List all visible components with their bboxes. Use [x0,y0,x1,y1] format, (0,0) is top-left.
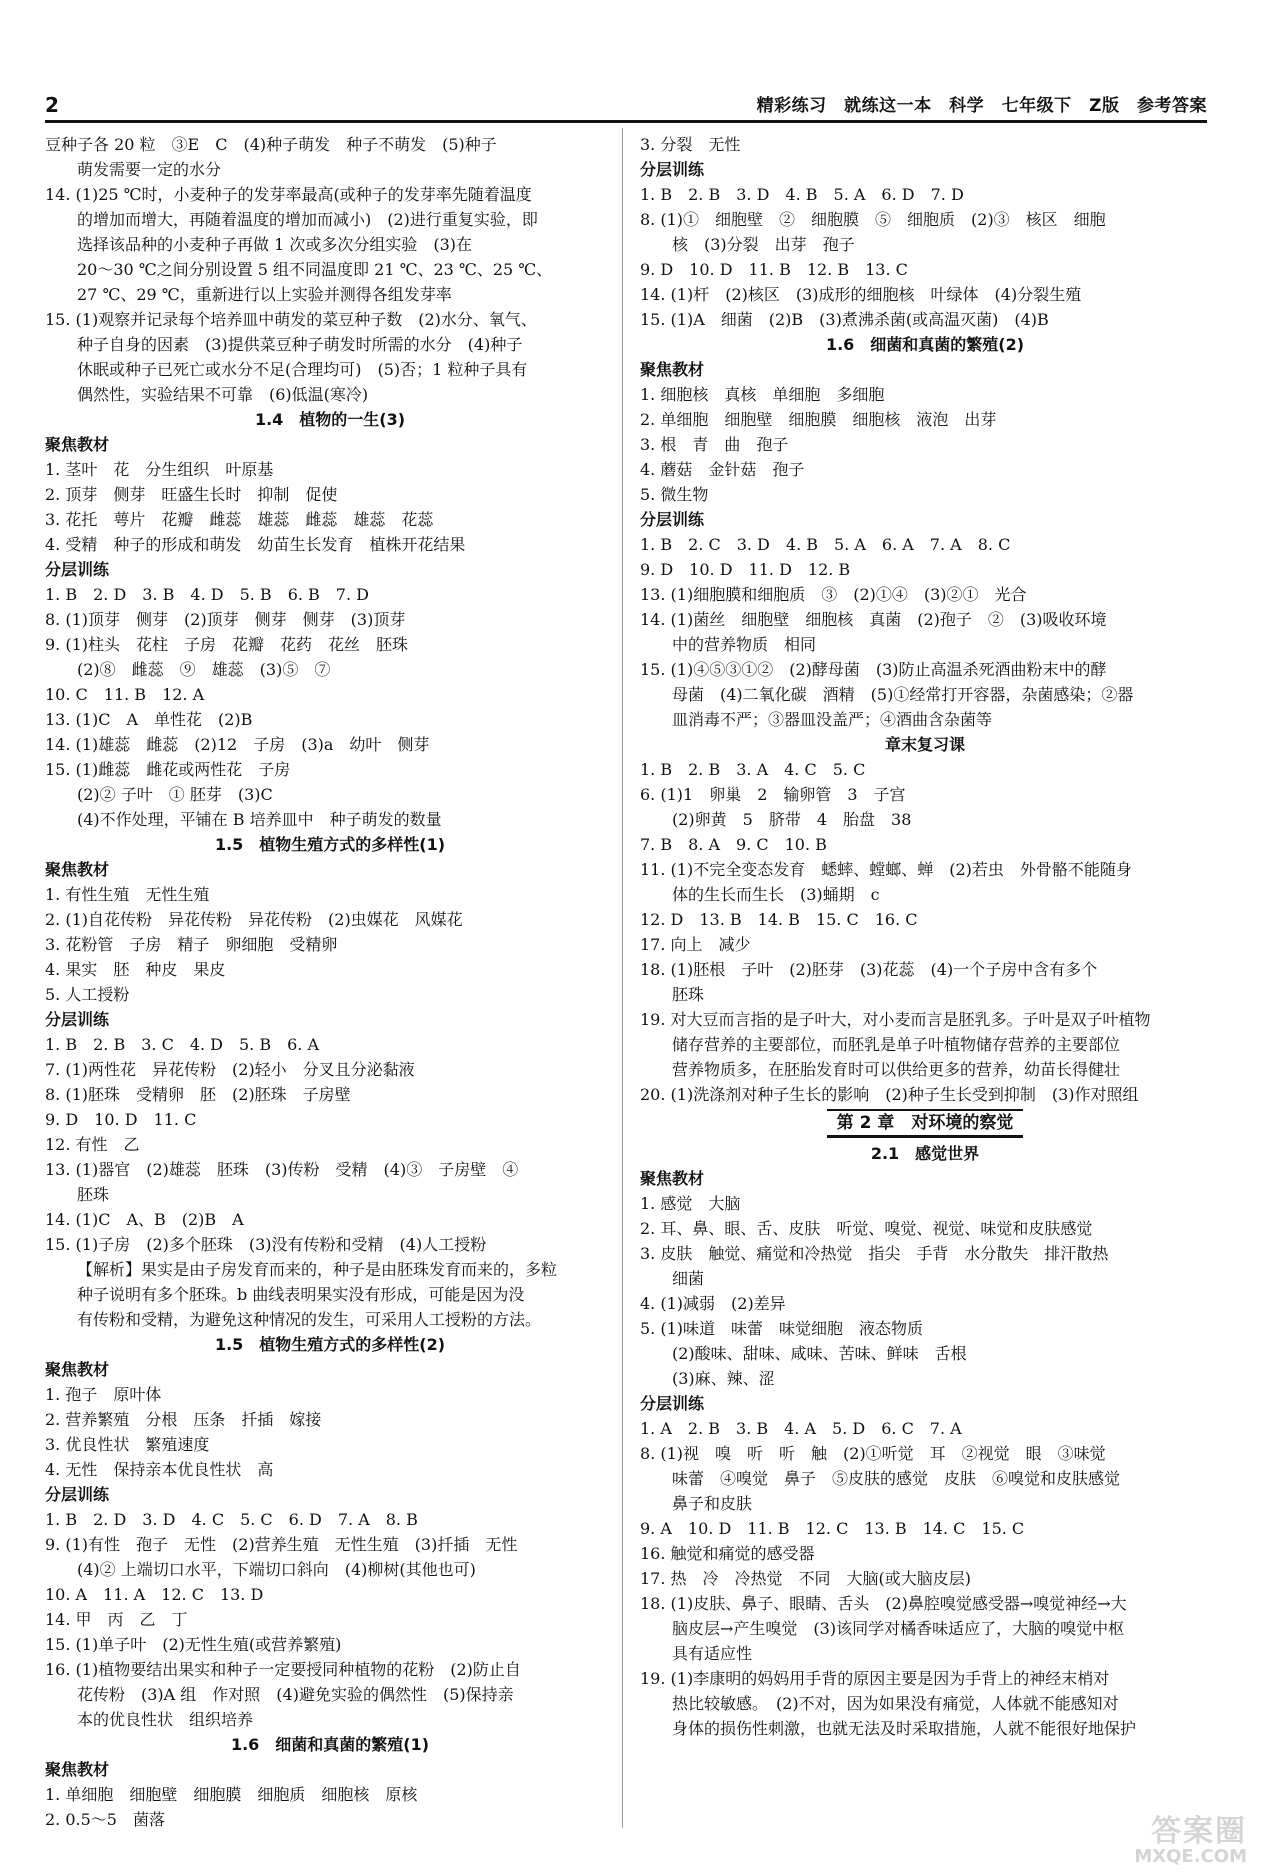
answer-line: 13. (1)细胞膜和细胞质 ③ (2)①④ (3)②① 光合 [640,585,1027,604]
answer-line: 1. 感觉 大脑 [640,1194,741,1213]
answer-line: 8. (1)顶芽 侧芽 (2)顶芽 侧芽 侧芽 (3)顶芽 [45,610,406,629]
subsection-heading: 聚焦教材 [45,1760,110,1779]
running-title: 精彩练习 就练这一本 科学 七年级下 Z版 参考答案 [756,96,1207,116]
answer-line: 豆种子各 20 粒 ③E C (4)种子萌发 种子不萌发 (5)种子 [45,135,497,154]
answer-line: 9. (1)柱头 花柱 子房 花瓣 花药 花丝 胚珠 [45,635,409,654]
subsection-heading: 分层训练 [640,160,705,179]
answer-line: 5. 微生物 [640,485,709,504]
subsection-heading: 分层训练 [640,510,705,529]
subsection-heading: 分层训练 [45,560,110,579]
answer-line: 15. (1)A 细菌 (2)B (3)煮沸杀菌(或高温灭菌) (4)B [640,310,1049,329]
section-heading: 1.6 细菌和真菌的繁殖(1) [230,1735,430,1754]
answer-line: 胚珠 [672,985,705,1004]
section-heading: 章末复习课 [884,735,965,754]
answer-line: 12. 有性 乙 [45,1135,140,1154]
answer-line: 2. 耳、鼻、眼、舌、皮肤 听觉、嗅觉、视觉、味觉和皮肤感觉 [640,1219,1093,1238]
answer-line: 9. D 10. D 11. B 12. B 13. C [640,260,908,279]
answer-line: 选择该品种的小麦种子再做 1 次或多次分组实验 (3)在 [77,235,473,254]
answer-line: 核 (3)分裂 出芽 孢子 [672,235,855,254]
answer-line: 10. C 11. B 12. A [45,685,205,704]
answer-line: 2. 0.5～5 菌落 [45,1810,165,1829]
answer-line: 3. 根 青 曲 孢子 [640,435,789,454]
answer-line: 1. A 2. B 3. B 4. A 5. D 6. C 7. A [640,1419,962,1438]
answer-line: 营养物质多，在胚胎发育时可以供给更多的营养，幼苗长得健壮 [672,1060,1121,1079]
answer-line: 14. (1)雄蕊 雌蕊 (2)12 子房 (3)a 幼叶 侧芽 [45,735,430,754]
answer-line: (2)⑧ 雌蕊 ⑨ 雄蕊 (3)⑤ ⑦ [77,660,331,679]
answer-line: 4. 受精 种子的形成和萌发 幼苗生长发育 植株开花结果 [45,535,466,554]
answer-line: 脑皮层→产生嗅觉 (3)该同学对橘香味适应了，大脑的嗅觉中枢 [672,1619,1125,1638]
answer-line: (2)② 子叶 ① 胚芽 (3)C [77,785,273,804]
answer-line: 11. (1)不完全变态发育 蟋蟀、螳螂、蝉 (2)若虫 外骨骼不能随身 [640,860,1132,879]
answer-line: 14. (1)C A、B (2)B A [45,1210,244,1229]
answer-line: (4)不作处理，平铺在 B 培养皿中 种子萌发的数量 [77,810,442,829]
answer-line: 10. A 11. A 12. C 13. D [45,1585,264,1604]
answer-line: 20～30 ℃之间分别设置 5 组不同温度即 21 ℃、23 ℃、25 ℃、 [77,260,553,279]
answer-line: 种子说明有多个胚珠。b 曲线表明果实没有形成，可能是因为没 [77,1285,525,1304]
answer-line: 14. (1)25 ℃时，小麦种子的发芽率最高(或种子的发芽率先随着温度 [45,185,532,204]
answer-line: 14. 甲 丙 乙 丁 [45,1610,188,1629]
answer-line: 本的优良性状 组织培养 [77,1710,254,1729]
answer-line: 3. 皮肤 触觉、痛觉和冷热觉 指尖 手背 水分散失 排汗散热 [640,1244,1109,1263]
answer-line: (2)酸味、甜味、咸味、苦味、鲜味 舌根 [672,1344,967,1363]
section-heading: 2.1 感觉世界 [870,1144,980,1163]
answer-line: 13. (1)器官 (2)雄蕊 胚珠 (3)传粉 受精 (4)③ 子房壁 ④ [45,1160,519,1179]
answer-line: 热比较敏感。 (2)不对，因为如果没有痛觉，人体就不能感知对 [672,1694,1119,1713]
right-column [640,132,1210,1741]
answer-line: 的增加而增大，再随着温度的增加而减小) (2)进行重复实验，即 [77,210,538,229]
answer-line: 15. (1)观察并记录每个培养皿中萌发的菜豆种子数 (2)水分、氧气、 [45,310,537,329]
answer-line: 种子自身的因素 (3)提供菜豆种子萌发时所需的水分 (4)种子 [77,335,523,354]
answer-line: 15. (1)子房 (2)多个胚珠 (3)没有传粉和受精 (4)人工授粉 [45,1235,487,1254]
column-divider [622,128,623,1828]
subsection-heading: 分层训练 [45,1010,110,1029]
answer-line: 20. (1)洗涤剂对种子生长的影响 (2)种子生长受到抑制 (3)作对照组 [640,1085,1139,1104]
answer-line: 皿消毒不严；③器皿没盖严；④酒曲含杂菌等 [672,710,993,729]
answer-line: 1. B 2. B 3. A 4. C 5. C [640,760,866,779]
answer-line: 15. (1)④⑤③①② (2)酵母菌 (3)防止高温杀死酒曲粉末中的酵 [640,660,1107,679]
answer-line: 8. (1)视 嗅 听 听 触 (2)①听觉 耳 ②视觉 眼 ③味觉 [640,1444,1106,1463]
answer-line: 18. (1)皮肤、鼻子、眼睛、舌头 (2)鼻腔嗅觉感受器→嗅觉神经→大 [640,1594,1127,1613]
answer-line: 6. (1)1 卵巢 2 输卵管 3 子宫 [640,785,906,804]
answer-line: 16. (1)植物要结出果实和种子一定要授同种植物的花粉 (2)防止自 [45,1660,521,1679]
subsection-heading: 聚焦教材 [45,860,110,879]
subsection-heading: 分层训练 [45,1485,110,1504]
subsection-heading: 聚焦教材 [640,360,705,379]
answer-line: 9. (1)有性 孢子 无性 (2)营养生殖 无性生殖 (3)扦插 无性 [45,1535,518,1554]
watermark-en: MXQE.COM [1134,1846,1247,1867]
answer-line: 9. A 10. D 11. B 12. C 13. B 14. C 15. C [640,1519,1025,1538]
answer-line: 细菌 [672,1269,705,1288]
answer-line: 3. 花粉管 子房 精子 卵细胞 受精卵 [45,935,338,954]
answer-line: 胚珠 [77,1185,110,1204]
answer-line: 3. 分裂 无性 [640,135,741,154]
answer-line: 14. (1)菌丝 细胞壁 细胞核 真菌 (2)孢子 ② (3)吸收环境 [640,610,1107,629]
answer-line: (4)② 上端切口水平，下端切口斜向 (4)柳树(其他也可) [77,1560,476,1579]
subsection-heading: 聚焦教材 [640,1169,705,1188]
answer-line: 有传粉和受精，为避免这种情况的发生，可采用人工授粉的方法。 [77,1310,542,1329]
answer-line: 1. 孢子 原叶体 [45,1385,162,1404]
answer-line: 13. (1)C A 单性花 (2)B [45,710,253,729]
chapter-heading-text: 第 2 章 对环境的察觉 [827,1109,1024,1138]
answer-line: 1. 有性生殖 无性生殖 [45,885,210,904]
answer-line: 身体的损伤性刺激，也就无法及时采取措施，人就不能很好地保护 [672,1719,1137,1738]
watermark-cn: 答案圈 [1151,1814,1247,1849]
answer-line: 偶然性，实验结果不可靠 (6)低温(寒冷) [77,385,369,404]
answer-line: 1. 茎叶 花 分生组织 叶原基 [45,460,274,479]
answer-line: 9. D 10. D 11. D 12. B [640,560,851,579]
answer-line: (3)麻、辣、涩 [672,1369,775,1388]
page-header [45,88,1207,123]
answer-line: 4. 无性 保持亲本优良性状 高 [45,1460,274,1479]
answer-line: 鼻子和皮肤 [672,1494,753,1513]
answer-line: 1. B 2. D 3. B 4. D 5. B 6. B 7. D [45,585,369,604]
answer-line: 14. (1)杆 (2)核区 (3)成形的细胞核 叶绿体 (4)分裂生殖 [640,285,1082,304]
answer-line: 9. D 10. D 11. C [45,1110,197,1129]
answer-line: 储存营养的主要部位，而胚乳是单子叶植物储存营养的主要部位 [672,1035,1121,1054]
answer-line: 母菌 (4)二氧化碳 酒精 (5)①经常打开容器，杂菌感染；②器 [672,685,1134,704]
answer-line: 2. 营养繁殖 分根 压条 扦插 嫁接 [45,1410,322,1429]
subsection-heading: 聚焦教材 [45,435,110,454]
chapter-heading [640,1109,1210,1139]
answer-line: 15. (1)雌蕊 雌花或两性花 子房 [45,760,291,779]
answer-line: 4. 蘑菇 金针菇 孢子 [640,460,805,479]
answer-line: 8. (1)胚珠 受精卵 胚 (2)胚珠 子房壁 [45,1085,351,1104]
answer-line: 18. (1)胚根 子叶 (2)胚芽 (3)花蕊 (4)一个子房中含有多个 [640,960,1098,979]
answer-line: 12. D 13. B 14. B 15. C 16. C [640,910,918,929]
answer-line: 休眠或种子已死亡或水分不足(合理均可) (5)否；1 粒种子具有 [77,360,528,379]
answer-line: 7. (1)两性花 异花传粉 (2)轻小 分叉且分泌黏液 [45,1060,415,1079]
answer-line: 1. 细胞核 真核 单细胞 多细胞 [640,385,885,404]
answer-line: 花传粉 (3)A 组 作对照 (4)避免实验的偶然性 (5)保持亲 [77,1685,514,1704]
answer-line: 1. B 2. B 3. D 4. B 5. A 6. D 7. D [640,185,964,204]
answer-line: 5. (1)味道 味蕾 味觉细胞 液态物质 [640,1319,924,1338]
answer-line: 7. B 8. A 9. C 10. B [640,835,827,854]
answer-line: 味蕾 ④嗅觉 鼻子 ⑤皮肤的感觉 皮肤 ⑥嗅觉和皮肤感觉 [672,1469,1121,1488]
answer-line: 17. 向上 减少 [640,935,751,954]
answer-line: 3. 花托 萼片 花瓣 雌蕊 雄蕊 雌蕊 雄蕊 花蕊 [45,510,434,529]
answer-line: 5. 人工授粉 [45,985,130,1004]
section-heading: 1.6 细菌和真菌的繁殖(2) [825,335,1025,354]
answer-line: 15. (1)单子叶 (2)无性生殖(或营养繁殖) [45,1635,342,1654]
answer-line: 4. 果实 胚 种皮 果皮 [45,960,226,979]
answer-line: 16. 触觉和痛觉的感受器 [640,1544,815,1563]
subsection-heading: 聚焦教材 [45,1360,110,1379]
left-column [45,132,615,1832]
section-heading: 1.5 植物生殖方式的多样性(2) [214,1335,446,1354]
section-heading: 1.4 植物的一生(3) [254,410,406,429]
answer-line: 1. B 2. D 3. D 4. C 5. C 6. D 7. A 8. B [45,1510,418,1529]
answer-line: 19. 对大豆而言指的是子叶大，对小麦而言是胚乳多。子叶是双子叶植物 [640,1010,1151,1029]
subsection-heading: 分层训练 [640,1394,705,1413]
answer-line: 具有适应性 [672,1644,753,1663]
page-number: 2 [45,93,59,117]
site-watermark [1134,1806,1247,1867]
section-heading: 1.5 植物生殖方式的多样性(1) [214,835,446,854]
answer-line: 【解析】果实是由子房发育而来的，种子是由胚珠发育而来的，多粒 [77,1260,558,1279]
answer-line: 4. (1)减弱 (2)差异 [640,1294,786,1313]
answer-line: 2. 顶芽 侧芽 旺盛生长时 抑制 促使 [45,485,338,504]
answer-line: 萌发需要一定的水分 [77,160,222,179]
answer-line: 中的营养物质 相同 [672,635,817,654]
answer-line: 27 ℃、29 ℃，重新进行以上实验并测得各组发芽率 [77,285,452,304]
answer-line: 2. (1)自花传粉 异花传粉 异花传粉 (2)虫媒花 风媒花 [45,910,463,929]
answer-line: 19. (1)李康明的妈妈用手背的原因主要是因为手背上的神经末梢对 [640,1669,1110,1688]
answer-line: 2. 单细胞 细胞壁 细胞膜 细胞核 液泡 出芽 [640,410,997,429]
answer-line: 1. B 2. C 3. D 4. B 5. A 6. A 7. A 8. C [640,535,1011,554]
answer-line: 3. 优良性状 繁殖速度 [45,1435,210,1454]
answer-line: 1. 单细胞 细胞壁 细胞膜 细胞质 细胞核 原核 [45,1785,418,1804]
answer-line: 1. B 2. B 3. C 4. D 5. B 6. A [45,1035,320,1054]
answer-line: 体的生长而生长 (3)蛹期 c [672,885,880,904]
answer-line: 8. (1)① 细胞壁 ② 细胞膜 ⑤ 细胞质 (2)③ 核区 细胞 [640,210,1106,229]
answer-line: (2)卵黄 5 脐带 4 胎盘 38 [672,810,912,829]
answer-line: 17. 热 冷 冷热觉 不同 大脑(或大脑皮层) [640,1569,972,1588]
